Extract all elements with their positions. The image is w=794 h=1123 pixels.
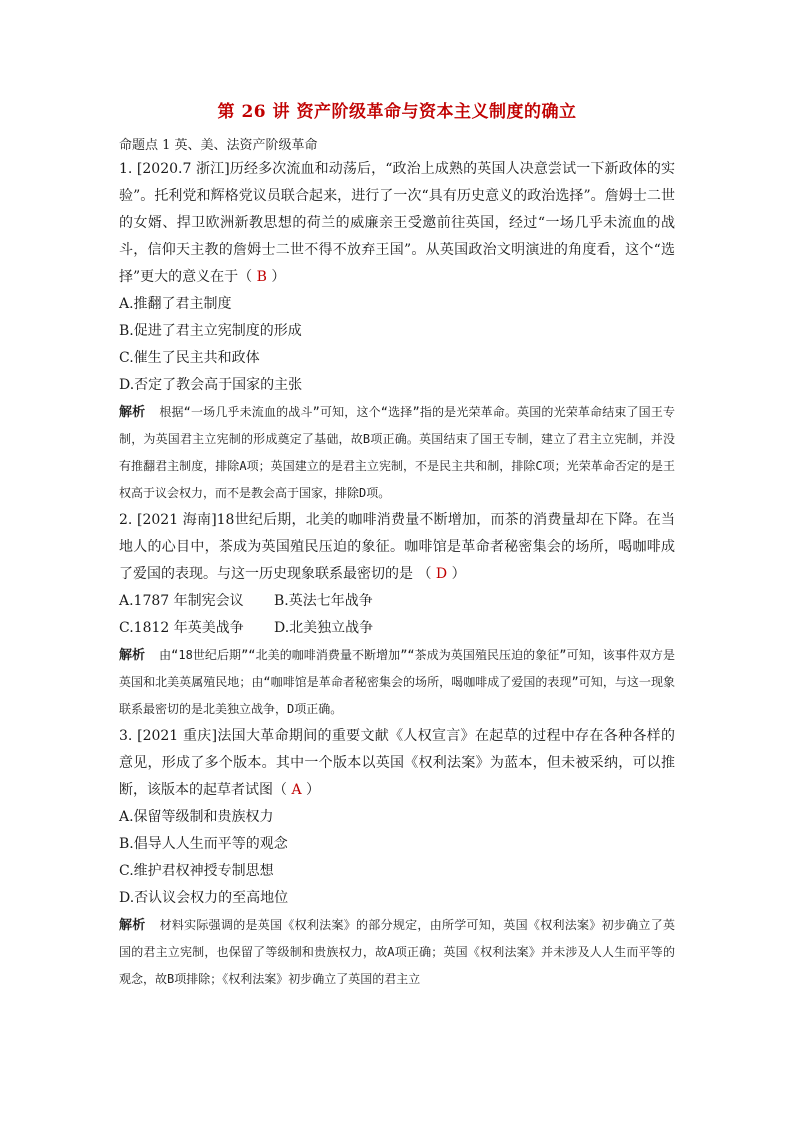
answer-letter: D (435, 566, 448, 582)
analysis-label: 解析 (119, 405, 146, 420)
analysis-text: 解析 根据“一场几乎未流血的战斗”可知，这个“选择”指的是光荣革命。英国的光荣革命结束了国王专制，为英国君主立宪制的形成奠定了基础，故B项正确。英国结束了国王专制，建立了君主立宪制，并没有推翻君主制度，排除A项；英国建立的是君主立宪制，不是民主共和制，排除C项；光荣革命否定的是王权高于议会权力，而不是教会高于国家，排除D项。 (119, 405, 675, 500)
question-stem: 2. [2021 海南]18世纪后期，北美的咖啡消费量不断增加，而茶的消费量却在下降。在当地人的心目中，茶成为英国殖民压迫的象征。咖啡馆是革命者秘密集会的场所，喝咖啡成了爱国的表现。与这一历史现象联系最密切的是 （ D ） (119, 512, 675, 582)
option-a: A.保留等级制和贵族权力 (119, 809, 274, 825)
answer-letter: A (291, 782, 302, 798)
question-2 (119, 507, 675, 723)
option-c: C.催生了民主共和政体 (119, 350, 260, 366)
page-title: 第 26 讲 资产阶级革命与资本主义制度的确立 (217, 102, 577, 122)
option-b: B.倡导人人生而平等的观念 (119, 836, 288, 852)
analysis-label: 解析 (119, 918, 146, 933)
option-row (119, 615, 675, 642)
analysis-label: 解析 (119, 648, 146, 663)
option-d: D.否认议会权力的至高地位 (119, 890, 289, 906)
option-a: A.1787 年制宪会议 (119, 593, 244, 609)
answer-letter: B (256, 269, 267, 285)
question-3 (119, 723, 675, 993)
option-a: A.推翻了君主制度 (119, 296, 232, 312)
question-stem: 3. [2021 重庆]法国大革命期间的重要文献《人权宣言》在起草的过程中存在各种各样的意见，形成了多个版本。其中一个版本以英国《权利法案》为蓝本，但未被采纳，可以推断，该版本的起草者试图（ A ） (119, 728, 675, 798)
option-c: C.维护君权神授专制思想 (119, 863, 274, 879)
question-stem: 1. [2020.7 浙江]历经多次流血和动荡后，“政治上成熟的英国人决意尝试一下新政体的实验”。托利党和辉格党议员联合起来，进行了一次“具有历史意义的政治选择”。詹姆士二世的女婿、捍卫欧洲新教思想的荷兰的威廉亲王受邀前往英国，经过“一场几乎未流血的战斗，信仰天主教的詹姆士二世不得不放弃王国”。从英国政治文明演进的角度看，这个“选择”更大的意义在于（ B ） (119, 161, 675, 285)
option-b: B.促进了君主立宪制度的形成 (119, 323, 302, 339)
option-c: C.1812 年英美战争 (119, 620, 244, 636)
analysis-text: 解析 由“18世纪后期”“北美的咖啡消费量不断增加”“茶成为英国殖民压迫的象征”可知，该事件双方是英国和北美英属殖民地；由“咖啡馆是革命者秘密集会的场所，喝咖啡成了爱国的表现”可知，与这一现象联系最密切的是北美独立战争，D项正确。 (119, 648, 675, 716)
section-heading: 命题点 1 英、美、法资产阶级革命 (119, 138, 318, 153)
analysis-text: 解析 材料实际强调的是英国《权利法案》的部分规定，由所学可知，英国《权利法案》初步确立了英国的君主立宪制，也保留了等级制和贵族权力，故A项正确；英国《权利法案》并未涉及人人生而平等的观念，故B项排除；《权利法案》初步确立了英国的君主立 (119, 918, 675, 986)
option-row (119, 588, 675, 615)
option-d: D.否定了教会高于国家的主张 (119, 377, 303, 393)
question-1 (119, 156, 675, 507)
option-b: B.英法七年战争 (274, 593, 373, 609)
option-d: D.北美独立战争 (274, 620, 374, 636)
question-list (119, 156, 675, 993)
